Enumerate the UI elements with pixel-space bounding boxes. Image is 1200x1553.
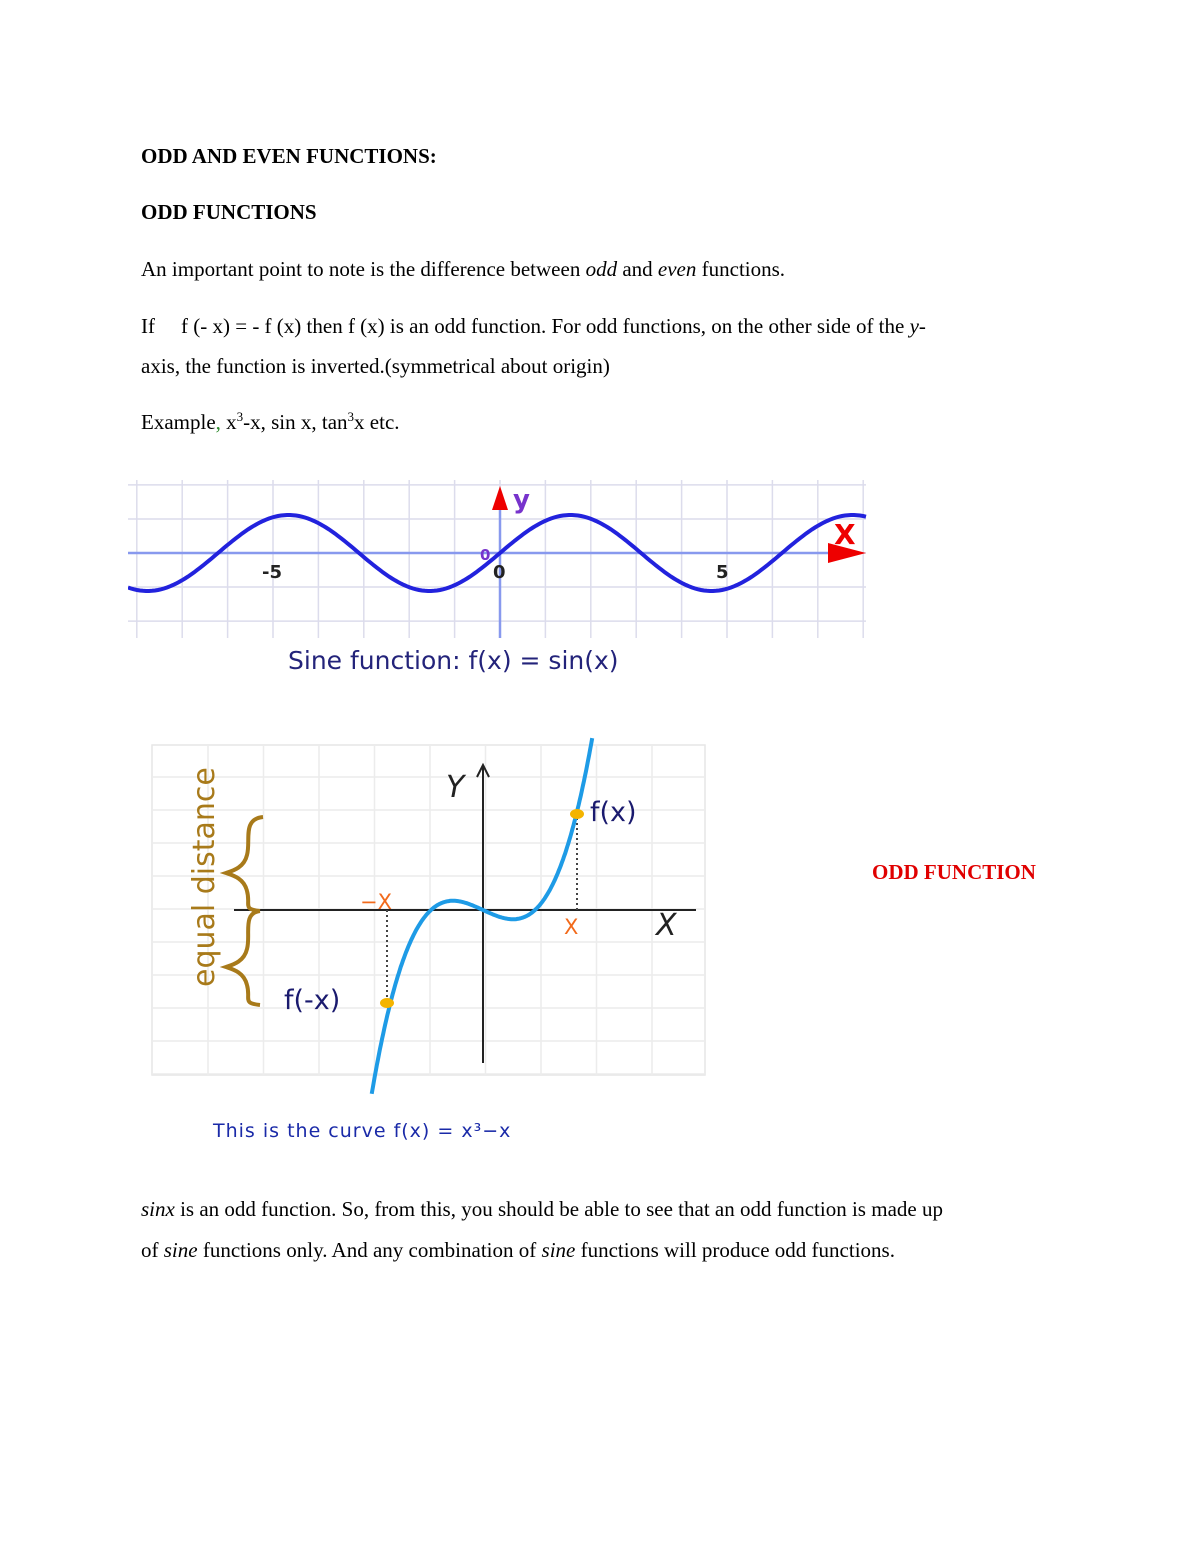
conclusion-sinx: sinx <box>141 1197 175 1221</box>
intro-even-word: even <box>657 257 697 281</box>
paragraph-example <box>141 409 400 435</box>
intro-text-mid: and <box>617 257 658 281</box>
sine-caption: Sine function: f(x) = sin(x) <box>288 646 619 675</box>
paragraph-conclusion-line1 <box>141 1196 943 1222</box>
intro-text-before: An important point to note is the difference between <box>141 257 586 281</box>
cubic-fx-label: f(x) <box>590 797 637 828</box>
def-dash: - <box>918 314 926 338</box>
sine-tick-zero: 0 <box>493 562 506 583</box>
cubic-y-label: Y <box>446 770 465 805</box>
example-rest2: x etc. <box>354 410 400 434</box>
cubic-graph <box>150 735 710 1095</box>
cubic-negx-label: −X <box>360 890 392 914</box>
def-line1: f (- x) = - f (x) then f (x) is an odd function. For odd functions, on the other side of the <box>181 314 910 338</box>
equal-distance-label: equal distance <box>187 767 222 987</box>
def-y: y <box>909 314 919 338</box>
intro-odd-word: odd <box>585 257 618 281</box>
example-exp2: 3 <box>347 409 355 424</box>
sine-tick-pos5: 5 <box>716 562 729 583</box>
conclusion-mid: functions only. And any combination of <box>197 1238 542 1262</box>
intro-text-after: functions. <box>696 257 786 281</box>
paragraph-conclusion-line2 <box>141 1237 895 1263</box>
example-exp1: 3 <box>236 409 244 424</box>
conclusion-line1: is an odd function. So, from this, you should be able to see that an odd function is made up <box>174 1197 943 1221</box>
cubic-fnegx-label: f(-x) <box>284 985 341 1016</box>
sine-origin-label: 0 <box>480 546 491 564</box>
paragraph-definition-line2: axis, the function is inverted.(symmetrical about origin) <box>141 354 610 378</box>
cubic-marker-fnegx <box>380 998 394 1008</box>
sine-x-label: X <box>834 518 856 551</box>
cubic-caption: This is the curve f(x) = x³−x <box>213 1120 512 1142</box>
page-heading: ODD AND EVEN FUNCTIONS: <box>141 144 437 168</box>
example-comma: , <box>215 410 221 434</box>
odd-function-label: ODD FUNCTION <box>872 860 1036 884</box>
conclusion-sine2: sine <box>541 1238 576 1262</box>
sine-graph <box>128 480 868 638</box>
section-heading: ODD FUNCTIONS <box>141 200 317 224</box>
paragraph-intro <box>141 256 785 282</box>
cubic-marker-fx <box>570 809 584 819</box>
paragraph-definition-line1 <box>141 313 926 339</box>
example-rest1: -x, sin x, tan <box>243 410 348 434</box>
conclusion-of: of <box>141 1238 164 1262</box>
sine-y-label: y <box>513 485 530 515</box>
example-label: Example <box>141 410 216 434</box>
def-if: If <box>141 314 155 338</box>
example-x: x <box>220 410 237 434</box>
cubic-x-label: X <box>656 908 677 943</box>
sine-tick-neg5: -5 <box>262 562 282 583</box>
cubic-posx-label: X <box>564 915 579 939</box>
conclusion-end: functions will produce odd functions. <box>575 1238 895 1262</box>
sine-y-arrow-icon <box>492 486 508 510</box>
conclusion-sine1: sine <box>163 1238 198 1262</box>
